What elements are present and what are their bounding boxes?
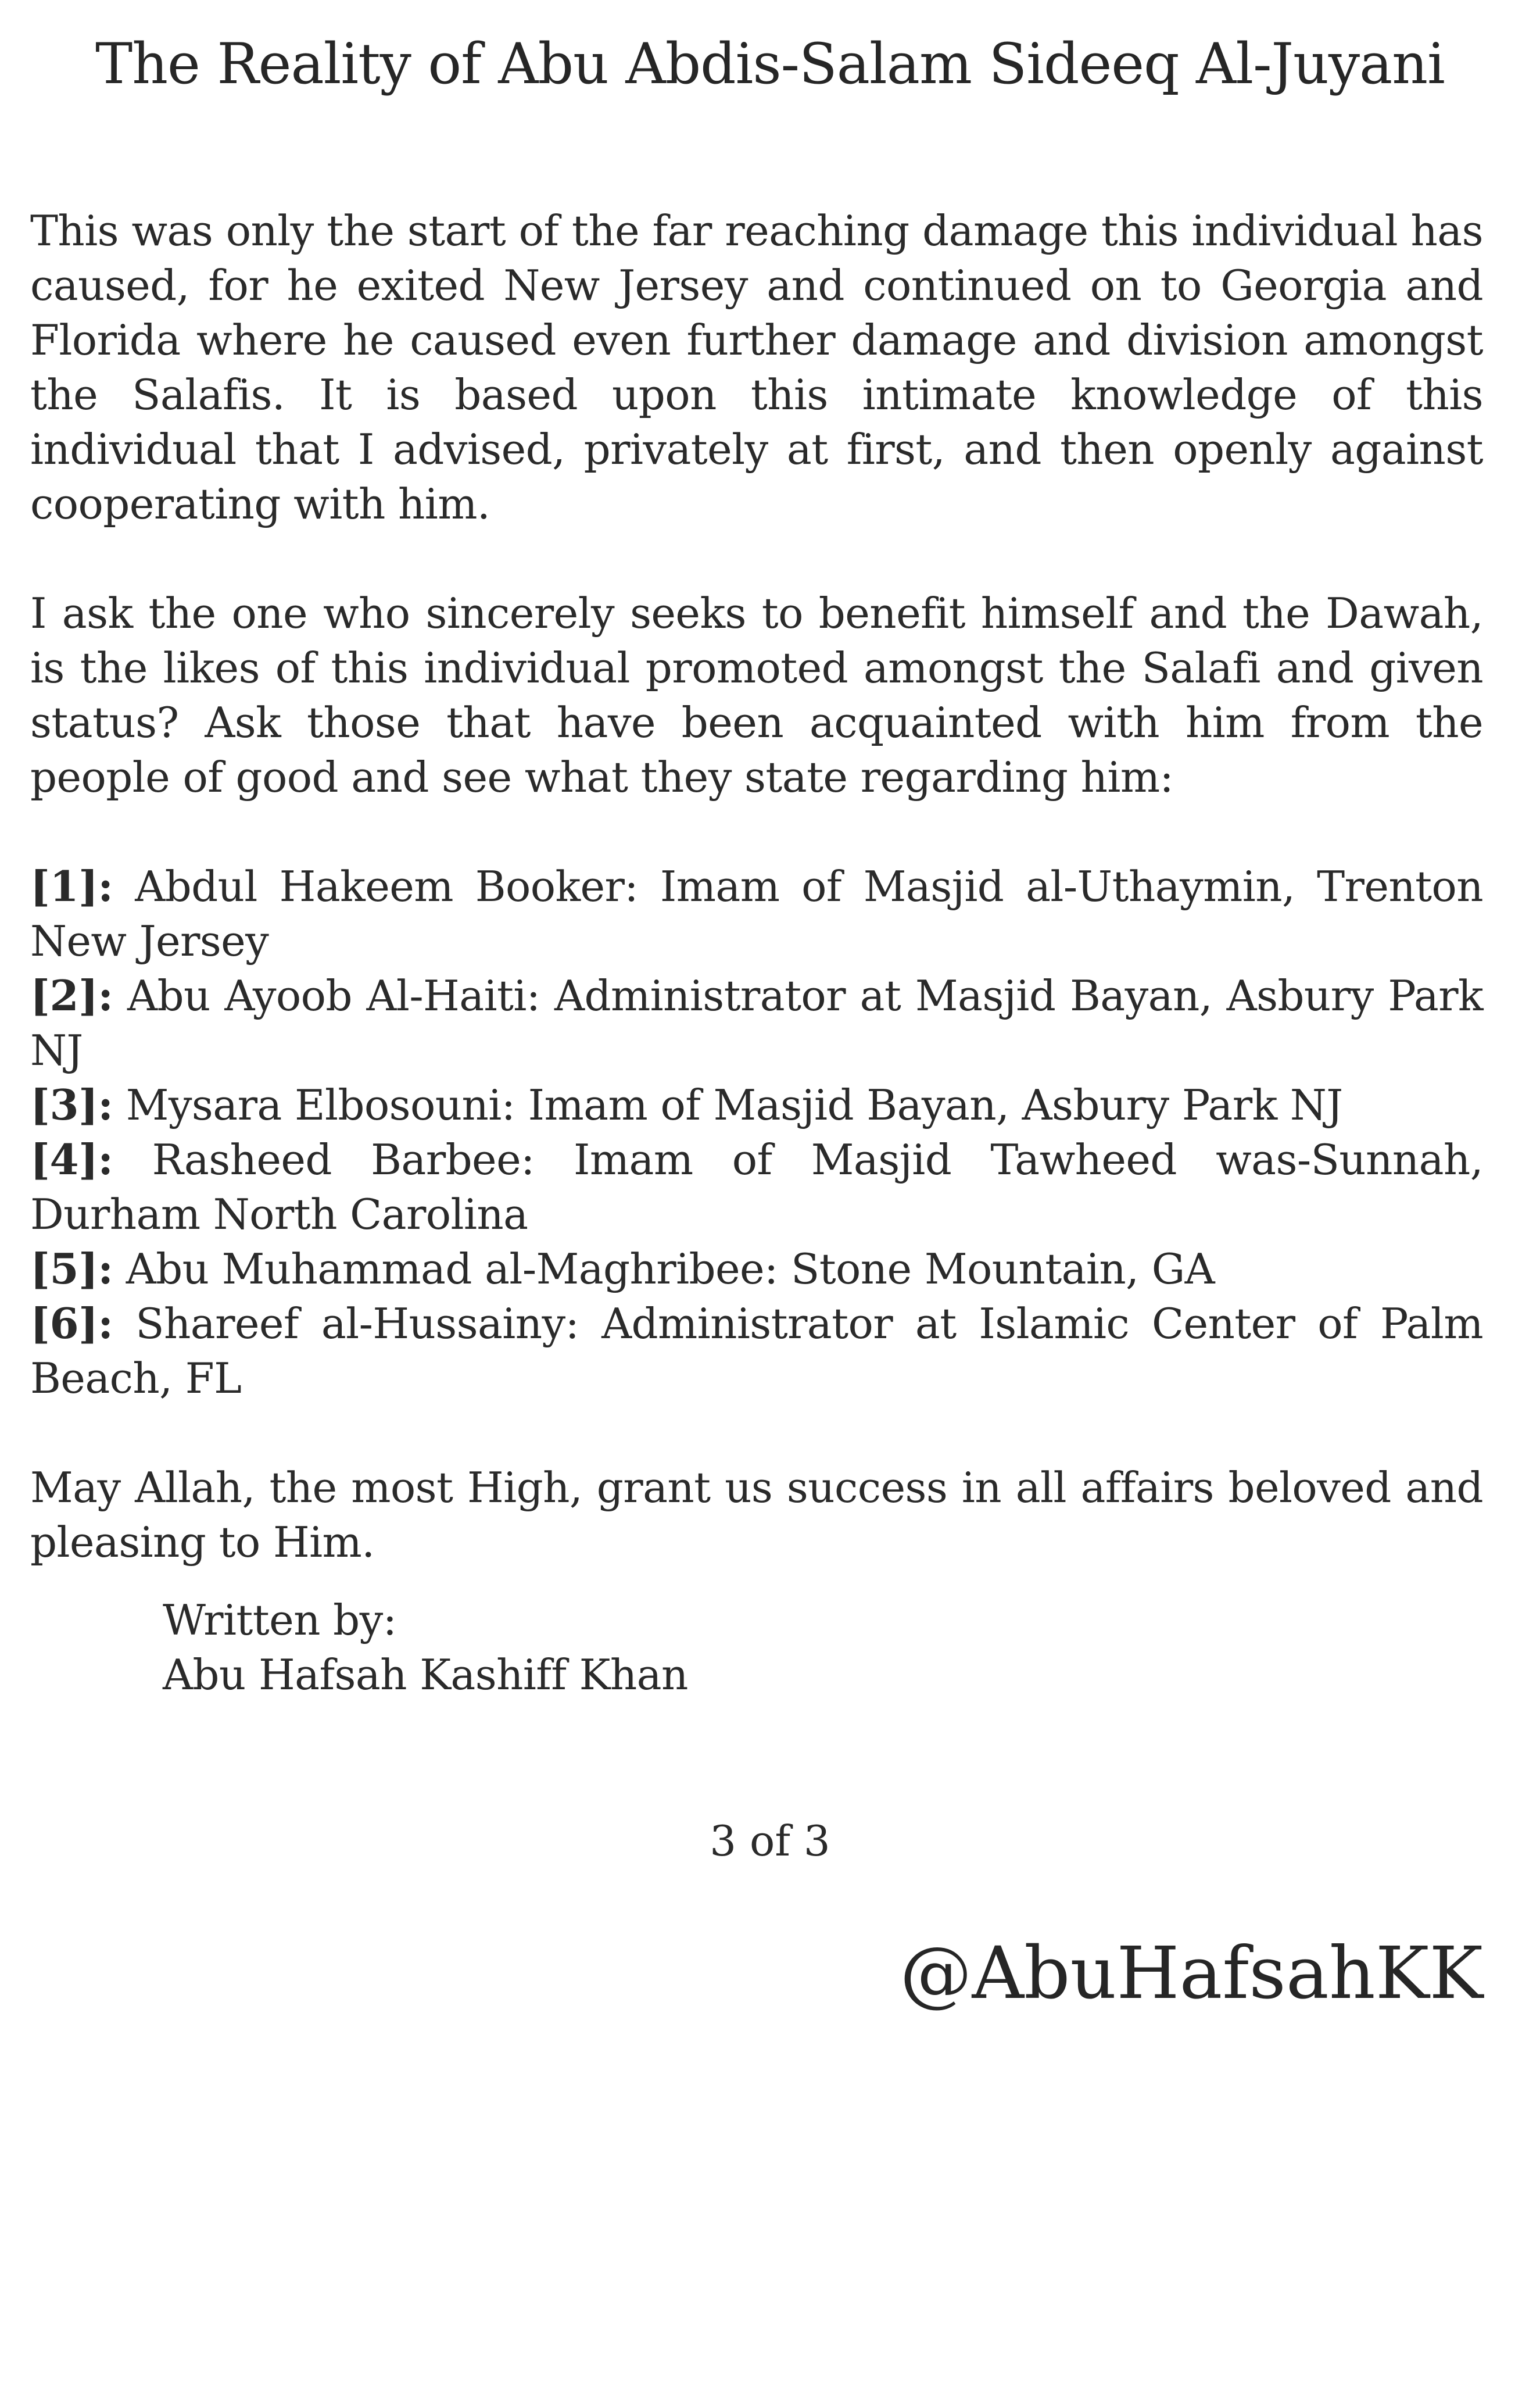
signature-label: Written by: [163, 1596, 397, 1644]
paragraph-closing: May Allah, the most High, grant us success in all affairs beloved and pleasing to Him. [30, 1463, 1483, 1567]
reference-text: Shareef al-Hussainy: Administrator at Islamic Center of Palm Beach, FL [30, 1299, 1483, 1403]
reference-number: [1]: [30, 861, 113, 911]
reference-item [30, 968, 1483, 1078]
reference-number: [4]: [30, 1135, 113, 1184]
reference-item [30, 859, 1483, 968]
paragraph-question: I ask the one who sincerely seeks to benefit himself and the Dawah, is the likes of this individual promoted amongst the Salafi and given status? Ask those that have been acquainted with him from the people of good and see what they state regarding him: [30, 589, 1483, 802]
reference-text: Rasheed Barbee: Imam of Masjid Tawheed was-Sunnah, Durham North Carolina [30, 1135, 1483, 1239]
paragraph-damage: This was only the start of the far reaching damage this individual has caused, for he exited New Jersey and continued on to Georgia and Florida where he caused even further damage and division amongst the Salafis. It is based upon this intimate knowledge of this individual that I advised, privately at first, and then openly against cooperating with him. [30, 206, 1483, 528]
document-body [30, 203, 1483, 1624]
reference-text: Mysara Elbosouni: Imam of Masjid Bayan, Asbury Park NJ [113, 1081, 1343, 1129]
reference-text: Abu Muhammad al-Maghribee: Stone Mountain, GA [113, 1245, 1215, 1293]
document-title: The Reality of Abu Abdis-Salam Sideeq Al-Juyani [95, 31, 1445, 96]
signature-author: Abu Hafsah Kashiff Khan [163, 1650, 688, 1699]
reference-item [30, 1296, 1483, 1406]
reference-text: Abdul Hakeem Booker: Imam of Masjid al-Uthaymin, Trenton New Jersey [30, 862, 1483, 966]
reference-number: [2]: [30, 971, 113, 1020]
reference-list [30, 859, 1483, 1406]
reference-number: [3]: [30, 1080, 113, 1129]
reference-number: [5]: [30, 1244, 113, 1293]
reference-item [30, 1132, 1483, 1242]
signature-block [163, 1593, 688, 1702]
reference-item [30, 1078, 1483, 1132]
reference-item [30, 1242, 1483, 1296]
reference-number: [6]: [30, 1299, 113, 1348]
page-number: 3 of 3 [710, 1817, 830, 1865]
author-handle: @AbuHafsahKK [900, 1932, 1483, 2015]
reference-text: Abu Ayoob Al-Haiti: Administrator at Masjid Bayan, Asbury Park NJ [30, 971, 1483, 1075]
